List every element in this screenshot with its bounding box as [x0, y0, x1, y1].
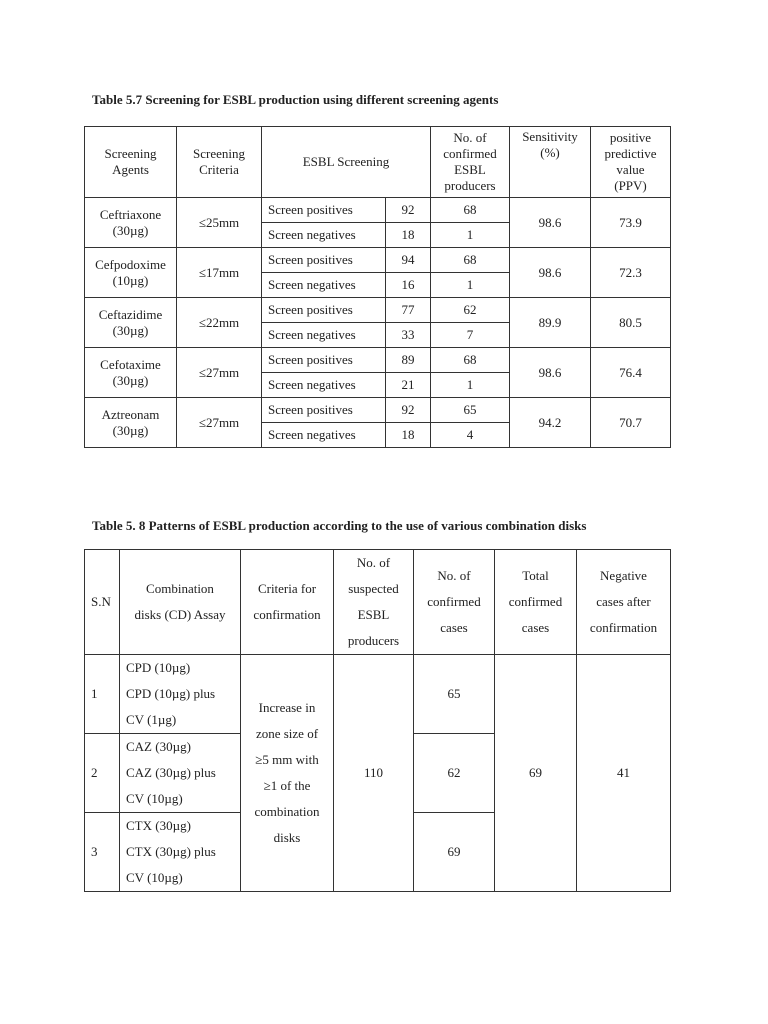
screen-positives-label: Screen positives: [262, 298, 386, 323]
sensitivity-cell: 98.6: [510, 248, 591, 298]
table-row: [85, 348, 671, 373]
criteria-cell: ≤27mm: [177, 348, 262, 398]
screen-positives-label: Screen positives: [262, 348, 386, 373]
agent-cell: Ceftazidime (30µg): [85, 298, 177, 348]
confirmed-negatives-count: 1: [431, 273, 510, 298]
header-criteria: Criteria for confirmation: [241, 550, 334, 655]
confirmed-negatives-count: 1: [431, 223, 510, 248]
confirmed-cases-cell: 62: [414, 734, 495, 813]
sensitivity-cell: 89.9: [510, 298, 591, 348]
confirmed-positives-count: 68: [431, 248, 510, 273]
criteria-cell: ≤25mm: [177, 198, 262, 248]
header-total-confirmed: Total confirmed cases: [495, 550, 577, 655]
screen-positives-label: Screen positives: [262, 198, 386, 223]
criteria-cell: Increase in zone size of ≥5 mm with ≥1 of the combination disks: [241, 655, 334, 892]
table-row: [85, 655, 671, 734]
header-sn: S.N: [85, 550, 120, 655]
screen-negatives-label: Screen negatives: [262, 373, 386, 398]
sn-cell: 2: [85, 734, 120, 813]
screen-negatives-label: Screen negatives: [262, 423, 386, 448]
confirmed-positives-count: 68: [431, 198, 510, 223]
screen-negatives-count: 16: [386, 273, 431, 298]
header-ppv: positive predictive value (PPV): [591, 127, 671, 198]
header-negative-cases: Negative cases after confirmation: [577, 550, 671, 655]
sn-cell: 3: [85, 813, 120, 892]
screen-negatives-count: 33: [386, 323, 431, 348]
confirmed-negatives-count: 1: [431, 373, 510, 398]
screen-positives-count: 92: [386, 398, 431, 423]
header-suspected-producers: No. of suspected ESBL producers: [334, 550, 414, 655]
ppv-cell: 73.9: [591, 198, 671, 248]
table-header-row: [85, 550, 671, 655]
negative-cases-cell: 41: [577, 655, 671, 892]
table-row: [85, 298, 671, 323]
header-sensitivity: Sensitivity (%): [510, 127, 591, 198]
combination-disks-table: [84, 549, 671, 892]
screen-negatives-count: 21: [386, 373, 431, 398]
header-screening-agents: Screening Agents: [85, 127, 177, 198]
table-header-row: [85, 127, 671, 198]
screen-positives-label: Screen positives: [262, 398, 386, 423]
screen-positives-label: Screen positives: [262, 248, 386, 273]
screen-positives-count: 94: [386, 248, 431, 273]
sensitivity-cell: 98.6: [510, 348, 591, 398]
screen-negatives-count: 18: [386, 423, 431, 448]
screen-positives-count: 77: [386, 298, 431, 323]
screen-positives-count: 89: [386, 348, 431, 373]
header-combination-disks: Combination disks (CD) Assay: [120, 550, 241, 655]
confirmed-cases-cell: 65: [414, 655, 495, 734]
table-row: [85, 198, 671, 223]
confirmed-negatives-count: 7: [431, 323, 510, 348]
combination-disks-cell: CPD (10µg) CPD (10µg) plus CV (1µg): [120, 655, 241, 734]
criteria-cell: ≤17mm: [177, 248, 262, 298]
confirmed-negatives-count: 4: [431, 423, 510, 448]
sn-cell: 1: [85, 655, 120, 734]
ppv-cell: 70.7: [591, 398, 671, 448]
criteria-cell: ≤27mm: [177, 398, 262, 448]
screening-agents-table: [84, 126, 671, 448]
confirmed-cases-cell: 69: [414, 813, 495, 892]
ppv-cell: 76.4: [591, 348, 671, 398]
header-screening-criteria: Screening Criteria: [177, 127, 262, 198]
header-esbl-screening: ESBL Screening: [262, 127, 431, 198]
total-confirmed-cell: 69: [495, 655, 577, 892]
confirmed-positives-count: 62: [431, 298, 510, 323]
sensitivity-cell: 94.2: [510, 398, 591, 448]
criteria-cell: ≤22mm: [177, 298, 262, 348]
table-5-7-caption: Table 5.7 Screening for ESBL production using different screening agents: [92, 92, 499, 107]
combination-disks-cell: CTX (30µg) CTX (30µg) plus CV (10µg): [120, 813, 241, 892]
agent-cell: Cefpodoxime (10µg): [85, 248, 177, 298]
header-confirmed-cases: No. of confirmed cases: [414, 550, 495, 655]
confirmed-positives-count: 65: [431, 398, 510, 423]
ppv-cell: 80.5: [591, 298, 671, 348]
ppv-cell: 72.3: [591, 248, 671, 298]
header-confirmed-producers: No. of confirmed ESBL producers: [431, 127, 510, 198]
screen-positives-count: 92: [386, 198, 431, 223]
sensitivity-cell: 98.6: [510, 198, 591, 248]
agent-cell: Cefotaxime (30µg): [85, 348, 177, 398]
screen-negatives-label: Screen negatives: [262, 223, 386, 248]
suspected-producers-cell: 110: [334, 655, 414, 892]
confirmed-positives-count: 68: [431, 348, 510, 373]
screen-negatives-label: Screen negatives: [262, 323, 386, 348]
agent-cell: Ceftriaxone (30µg): [85, 198, 177, 248]
agent-cell: Aztreonam (30µg): [85, 398, 177, 448]
combination-disks-cell: CAZ (30µg) CAZ (30µg) plus CV (10µg): [120, 734, 241, 813]
table-row: [85, 398, 671, 423]
table-row: [85, 248, 671, 273]
screen-negatives-count: 18: [386, 223, 431, 248]
screen-negatives-label: Screen negatives: [262, 273, 386, 298]
table-5-8-caption: Table 5. 8 Patterns of ESBL production according to the use of various combination disks: [92, 518, 587, 533]
